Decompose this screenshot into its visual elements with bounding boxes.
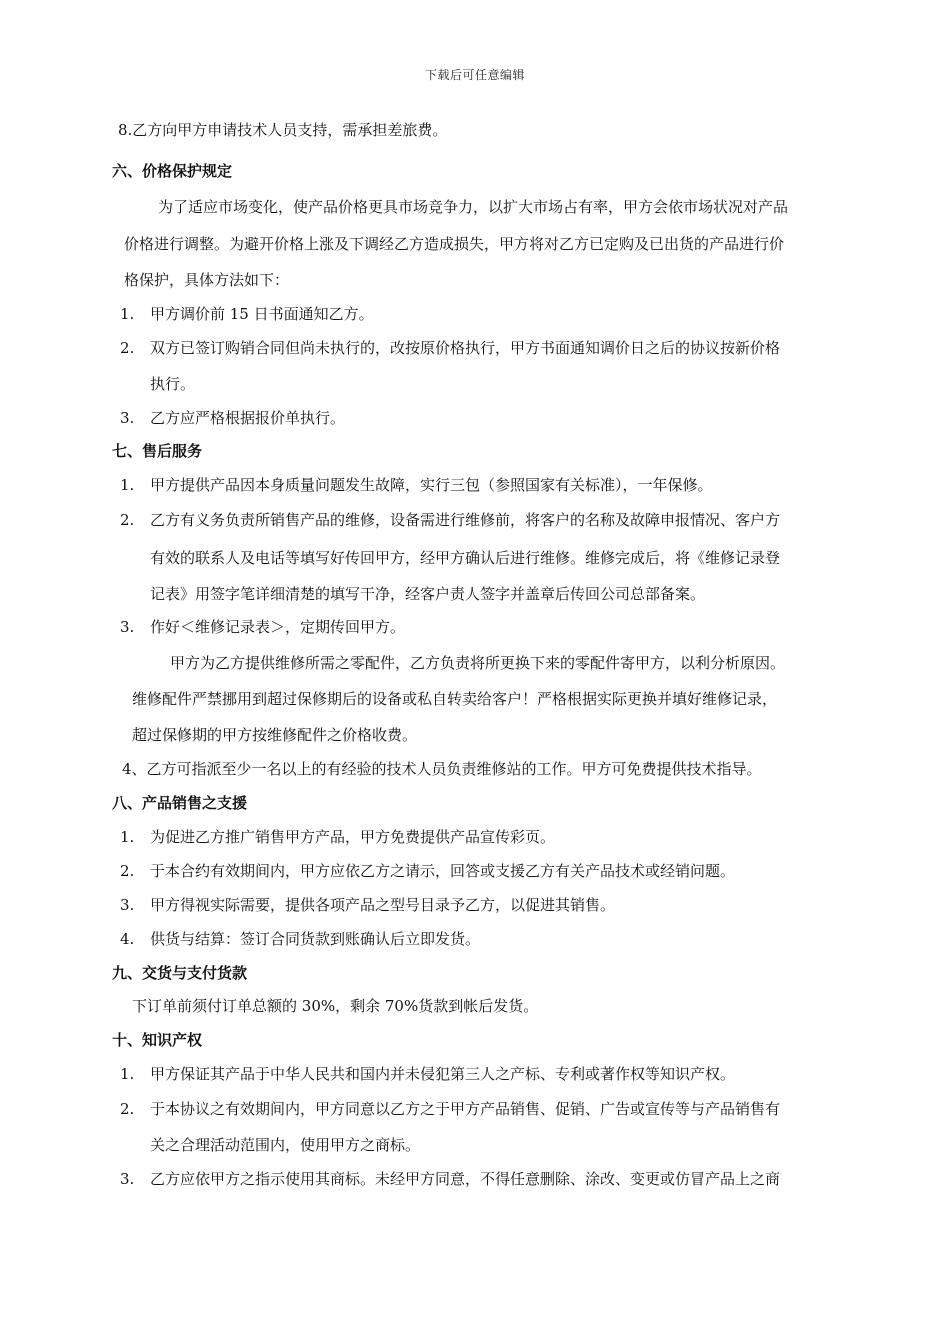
section-heading: 十、知识产权 <box>112 1031 203 1049</box>
paragraph-line: 记表》用签字笔详细清楚的填写干净，经客户责人签字并盖章后传回公司总部备案。 <box>150 585 706 603</box>
list-item-text: 甲方调价前 15 日书面通知乙方。 <box>150 305 374 323</box>
paragraph-line: 执行。 <box>150 375 196 393</box>
paragraph-line: 格保护，具体方法如下： <box>124 271 290 289</box>
section-heading: 九、交货与支付货款 <box>112 964 248 982</box>
list-item <box>112 338 864 358</box>
list-item-text: 供货与结算：签订合同货款到账确认后立即发货。 <box>150 930 481 948</box>
list-item-number: 1. <box>120 1065 135 1083</box>
list-item-text: 甲方得视实际需要，提供各项产品之型号目录予乙方，以促进其销售。 <box>150 896 616 914</box>
list-item-number: 3. <box>120 409 135 427</box>
list-item-text: 于本合约有效期间内，甲方应依乙方之请示，回答或支援乙方有关产品技术或经销问题。 <box>150 862 736 880</box>
list-item <box>112 475 864 495</box>
list-item <box>112 408 864 428</box>
list-item <box>112 1169 864 1189</box>
list-item-text: 乙方应严格根据报价单执行。 <box>150 409 346 427</box>
list-item-text: 乙方应依甲方之指示使用其商标。未经甲方同意，不得任意删除、涂改、变更或仿冒产品上之商 <box>150 1170 781 1188</box>
list-item <box>112 617 864 637</box>
section-heading: 六、价格保护规定 <box>112 162 233 180</box>
paragraph-line: 超过保修期的甲方按维修配件之价格收费。 <box>132 726 418 744</box>
list-item <box>112 510 864 530</box>
list-item-text: 为促进乙方推广销售甲方产品，甲方免费提供产品宣传彩页。 <box>150 828 556 846</box>
list-item <box>112 1099 864 1119</box>
paragraph-line: 价格进行调整。为避开价格上涨及下调经乙方造成损失，甲方将对乙方已定购及已出货的产品进行价 <box>124 235 785 253</box>
list-item-text: 作好＜维修记录表＞，定期传回甲方。 <box>150 618 406 636</box>
paragraph-line: 关之合理活动范围内，使用甲方之商标。 <box>150 1136 421 1154</box>
paragraph-line: 4、乙方可指派至少一名以上的有经验的技术人员负责维修站的工作。甲方可免费提供技术指导。 <box>122 760 762 778</box>
list-item <box>112 304 864 324</box>
list-item <box>112 827 864 847</box>
list-item <box>112 861 864 881</box>
section-heading: 七、售后服务 <box>112 442 203 460</box>
paragraph-line: 甲方为乙方提供维修所需之零配件，乙方负责将所更换下来的零配件寄甲方，以利分析原因。 <box>170 654 786 672</box>
list-item-number: 1. <box>120 305 135 323</box>
paragraph-line: 下订单前须付订单总额的 30%，剩余 70%货款到帐后发货。 <box>132 997 539 1015</box>
list-item-text: 双方已签订购销合同但尚未执行的，改按原价格执行，甲方书面通知调价日之后的协议按新价格 <box>150 339 781 357</box>
list-item-text: 甲方提供产品因本身质量问题发生故障，实行三包（参照国家有关标准），一年保修。 <box>150 476 713 494</box>
list-item-number: 3. <box>120 618 135 636</box>
list-item-number: 2. <box>120 339 135 357</box>
list-item-number: 3. <box>120 1170 135 1188</box>
paragraph-line: 有效的联系人及电话等填写好传回甲方，经甲方确认后进行维修。维修完成后，将《维修记录登 <box>150 549 781 567</box>
list-item-number: 1. <box>120 476 135 494</box>
list-item-number: 2. <box>120 862 135 880</box>
list-item-number: 2. <box>120 1100 135 1118</box>
list-item-number: 4. <box>120 930 135 948</box>
list-item-text: 乙方有义务负责所销售产品的维修，设备需进行维修前，将客户的名称及故障申报情况、客户方 <box>150 511 781 529</box>
paragraph-line: 为了适应市场变化，使产品价格更具市场竞争力，以扩大市场占有率，甲方会依市场状况对产品 <box>158 198 789 216</box>
list-item-number: 1. <box>120 828 135 846</box>
page-header: 下载后可任意编辑 <box>424 68 525 82</box>
list-item-number: 2. <box>120 511 135 529</box>
section-heading: 八、产品销售之支援 <box>112 794 248 812</box>
list-item-text: 于本协议之有效期间内，甲方同意以乙方之于甲方产品销售、促销、广告或宣传等与产品销售有 <box>150 1100 781 1118</box>
list-item <box>112 1064 864 1084</box>
paragraph-line: 8.乙方向甲方申请技术人员支持，需承担差旅费。 <box>118 121 448 139</box>
list-item-number: 3. <box>120 896 135 914</box>
list-item <box>112 895 864 915</box>
list-item-text: 甲方保证其产品于中华人民共和国内并未侵犯第三人之产标、专利或著作权等知识产权。 <box>150 1065 736 1083</box>
list-item <box>112 929 864 949</box>
paragraph-line: 维修配件严禁挪用到超过保修期后的设备或私自转卖给客户！严格根据实际更换并填好维修记录， <box>132 690 778 708</box>
